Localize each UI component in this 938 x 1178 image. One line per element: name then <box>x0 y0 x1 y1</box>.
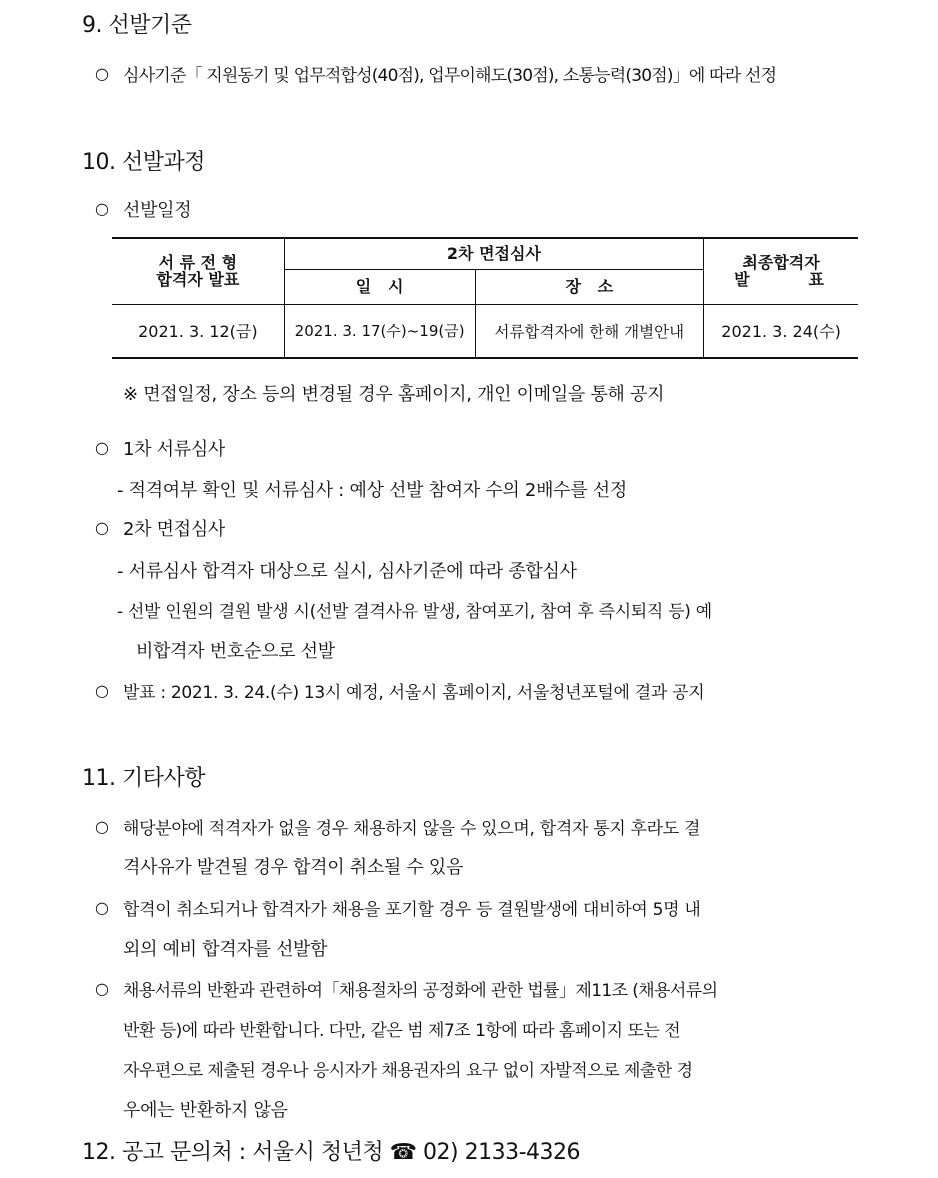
second-review-desc-2: - 선발 인원의 결원 발생 시(선발 결격사유 발생, 참여포기, 참여 후 즉시퇴직 등) 예 <box>117 602 712 622</box>
second-review-desc-2-cont: 비합격자 번호순으로 선발 <box>136 641 335 662</box>
misc-item-2-cont: 외의 예비 합격자를 선발함 <box>123 939 328 960</box>
cell-final-result: 2021. 3. 24(수) <box>721 322 841 342</box>
second-review-title: 2차 면접심사 <box>123 519 226 540</box>
misc-item-1-cont: 격사유가 발견될 경우 합격이 취소될 수 있음 <box>123 857 464 878</box>
cell-interview-place: 서류합격자에 한해 개별안내 <box>475 304 704 358</box>
section-10-title: 10. 선발과정 <box>82 150 205 175</box>
bullet-icon: ○ <box>95 681 109 700</box>
criteria-text: 심사기준「 지원동기 및 업무적합성(40점), 업무이해도(30점), 소통능력(30점)」에 따라 선정 <box>123 66 777 86</box>
announce-text: 발표 : 2021. 3. 24.(수) 13시 예정, 서울시 홈페이지, 서울청년포털에 결과 공지 <box>123 683 705 703</box>
contact-prefix: 12. 공고 문의처 : 서울시 청년청 <box>82 1140 384 1165</box>
misc-item-3-cont-1: 반환 등)에 따라 반환합니다. 다만, 같은 범 제7조 1항에 따라 홈페이지 또는 전 <box>123 1021 681 1041</box>
header-interview: 2차 면접심사 <box>284 238 703 269</box>
misc-item-2: 합격이 취소되거나 합격자가 채용을 포기할 경우 등 결원발생에 대비하여 5명 내 <box>123 900 701 920</box>
contact-phone: 02) 2133-4326 <box>423 1140 581 1165</box>
misc-item-3-cont-2: 자우편으로 제출된 경우나 응시자가 채용권자의 요구 없이 자발적으로 제출한 경 <box>123 1061 693 1081</box>
bullet-icon: ○ <box>95 518 109 537</box>
second-review-desc-1: - 서류심사 합격자 대상으로 실시, 심사기준에 따라 종합심사 <box>117 561 577 582</box>
bullet-icon: ○ <box>95 817 109 836</box>
misc-item-1: 해당분야에 적격자가 없을 경우 채용하지 않을 수 있으며, 합격자 통지 후라도 결 <box>123 819 701 839</box>
section-11-title: 11. 기타사항 <box>82 766 205 791</box>
phone-icon: ☎ <box>389 1140 417 1165</box>
bullet-icon: ○ <box>95 199 109 218</box>
header-date: 일 시 <box>284 269 475 304</box>
bullet-icon: ○ <box>95 979 109 998</box>
bullet-icon: ○ <box>95 898 109 917</box>
first-review-desc: - 적격여부 확인 및 서류심사 : 예상 선발 참여자 수의 2배수를 선정 <box>117 480 627 501</box>
first-review-title: 1차 서류심사 <box>123 439 226 460</box>
header-place: 장 소 <box>475 269 704 304</box>
section-12-contact <box>82 1135 580 1166</box>
section-9-title: 9. 선발기준 <box>82 13 192 38</box>
cell-doc-result: 2021. 3. 12(금) <box>112 304 284 358</box>
schedule-note: ※ 면접일정, 장소 등의 변경될 경우 홈페이지, 개인 이메일을 통해 공지 <box>123 384 665 405</box>
bullet-icon: ○ <box>95 64 109 83</box>
cell-interview-date: 2021. 3. 17(수)~19(금) <box>284 304 475 358</box>
misc-item-3-cont-3: 우에는 반환하지 않음 <box>123 1100 288 1121</box>
bullet-icon: ○ <box>95 438 109 457</box>
misc-item-3: 채용서류의 반환과 관련하여「채용절차의 공정화에 관한 법률」제11조 (채용서류의 <box>123 981 718 1001</box>
schedule-label: 선발일정 <box>123 200 192 221</box>
header-doc-result: 서 류 전 형 합격자 발표 <box>112 238 284 304</box>
header-final-result: 최종합격자 발 표 <box>704 238 858 304</box>
schedule-table <box>112 237 858 359</box>
